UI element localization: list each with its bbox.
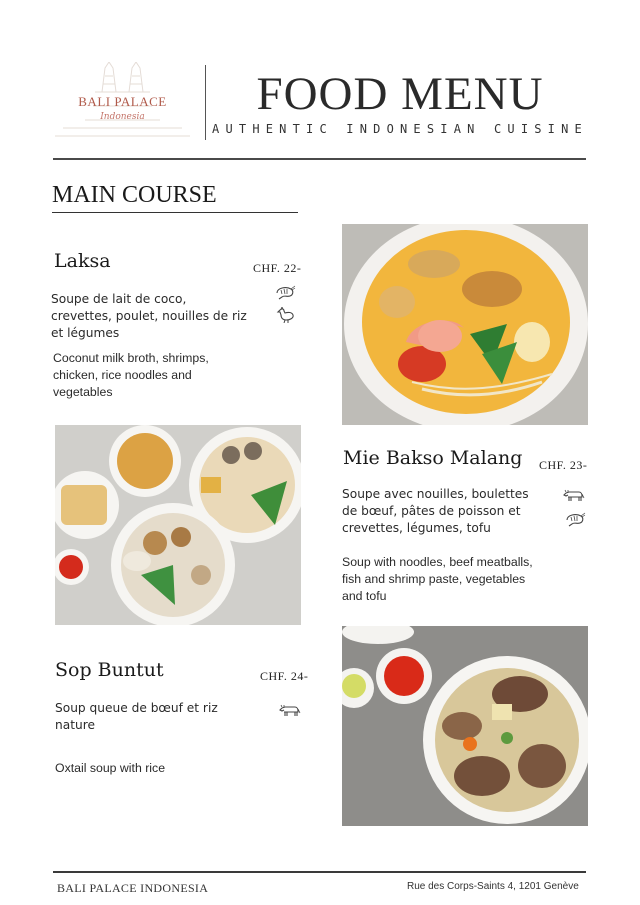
shrimp-icon [564, 512, 586, 528]
dish-price-mie-bakso-malang: CHF. 23- [539, 458, 588, 472]
dish-desc-fr-mie-bakso-malang: Soupe avec nouilles, boulettes de bœuf, pâtes de poisson et crevettes, légumes, tofu [342, 487, 529, 535]
dish-desc-en-mie-bakso-malang: Soup with noodles, beef meatballs, fish and shrimp paste, vegetables and tofu [342, 555, 533, 603]
dish-name-sop-buntut: Sop Buntut [55, 659, 164, 681]
shrimp-icon [274, 285, 296, 301]
cow-icon [563, 487, 585, 503]
mie-bakso-photo [55, 425, 301, 625]
dish-desc-fr-sop-buntut: Soup queue de bœuf et riz nature [55, 701, 218, 732]
restaurant-logo [55, 62, 190, 140]
cow-icon [279, 702, 301, 718]
dish-desc-fr-laksa: Soupe de lait de coco, crevettes, poulet, nouilles de riz et légumes [51, 292, 247, 340]
logo-brand-sub: Indonesia [100, 112, 145, 122]
dish-name-laksa: Laksa [54, 250, 111, 272]
header-rule [53, 158, 586, 160]
chicken-icon [275, 307, 297, 323]
dish-name-mie-bakso-malang: Mie Bakso Malang [343, 447, 523, 469]
dish-price-laksa: CHF. 22- [253, 261, 302, 275]
dish-desc-en-laksa: Coconut milk broth, shrimps, chicken, rice noodles and vegetables [53, 351, 209, 399]
sop-buntut-photo [342, 626, 588, 826]
page-subtitle: AUTHENTIC INDONESIAN CUISINE [212, 122, 588, 136]
logo-brand-name: BALI PALACE [78, 94, 167, 109]
footer-restaurant-name: BALI PALACE INDONESIA [57, 881, 209, 895]
section-rule [52, 212, 298, 213]
footer-address: Rue des Corps-Saints 4, 1201 Genève [407, 881, 579, 892]
laksa-photo [342, 224, 588, 425]
dish-desc-en-sop-buntut: Oxtail soup with rice [55, 761, 166, 775]
section-title: MAIN COURSE [52, 182, 217, 208]
page-title: FOOD MENU [256, 68, 544, 120]
dish-price-sop-buntut: CHF. 24- [260, 669, 309, 683]
header-divider [205, 65, 206, 140]
footer-rule [53, 871, 586, 873]
